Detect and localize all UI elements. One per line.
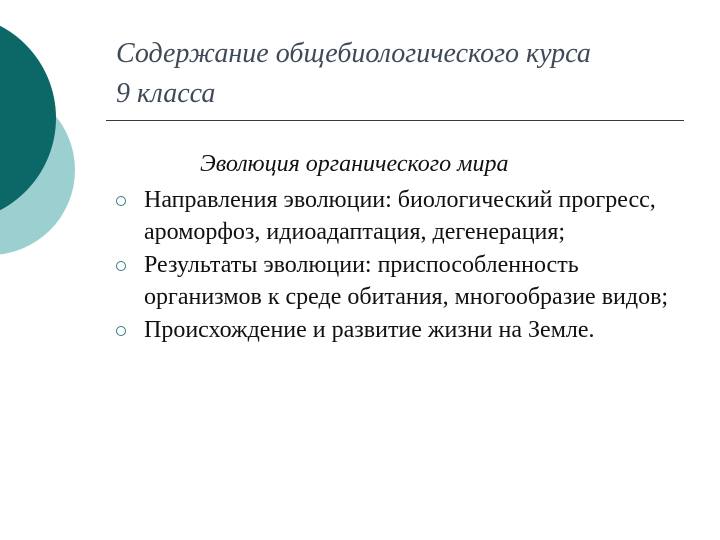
bullet-item-origin	[116, 314, 686, 346]
slide-title	[116, 34, 696, 114]
slide-title-line-1: Содержание общебиологического курса	[116, 38, 591, 69]
bullet-list	[116, 184, 686, 346]
bullet-item-results	[116, 249, 686, 314]
bullet-ring-icon	[116, 196, 126, 206]
decorative-circles	[0, 0, 110, 300]
bullet-text: Результаты эволюции: приспособленность организмов к среде обитания, многообразие видов;	[144, 251, 669, 311]
bullet-text: Направления эволюции: биологический прогресс, ароморфоз, идиоадаптация, дегенерация;	[144, 187, 656, 246]
bullet-text: Происхождение и развитие жизни на Земле.	[144, 316, 595, 343]
bullet-ring-icon	[116, 261, 126, 271]
bullet-item-directions	[116, 184, 686, 249]
title-divider	[106, 120, 684, 121]
slide-title-line-2: 9 класса	[116, 78, 216, 109]
section-subheading: Эволюция органического мира	[200, 151, 509, 177]
bullet-ring-icon	[116, 326, 126, 336]
